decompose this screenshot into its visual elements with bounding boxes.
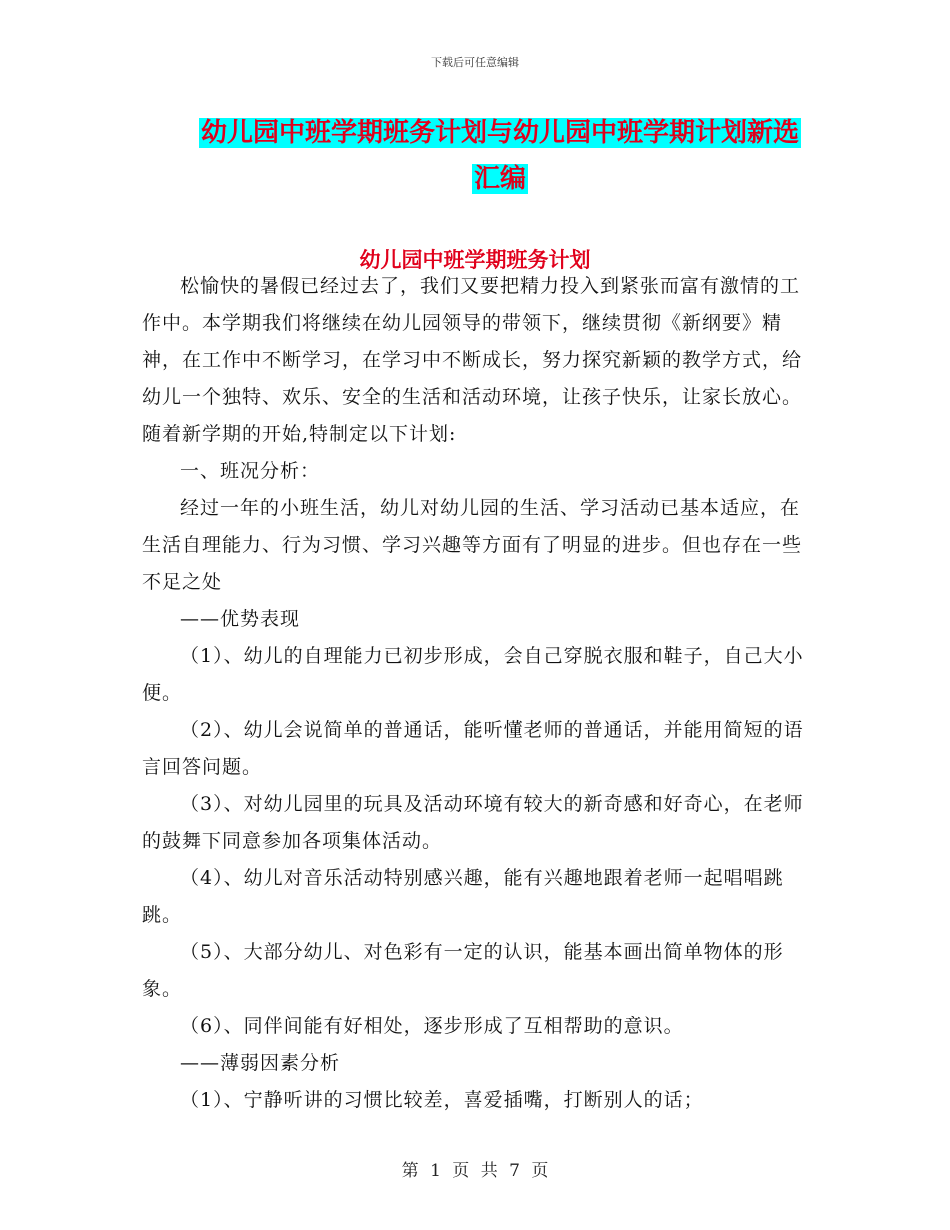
paragraph-strengths-heading: ——优势表现 xyxy=(180,608,301,630)
paragraph-weakness-1: （1）、宁静听讲的习惯比较差，喜爱插嘴，打断别人的话； xyxy=(180,1089,704,1111)
main-title-line2: 汇编 xyxy=(473,164,526,194)
paragraph-strength-3: （3）、对幼儿园里的玩具及活动环境有较大的新奇感和好奇心，在老师的鼓舞下同意参加各项集体活动。 xyxy=(142,793,804,852)
paragraph-strength-2: （2）、幼儿会说简单的普通话，能听懂老师的普通话，并能用简短的语言回答问题。 xyxy=(142,719,804,778)
section-title: 幼儿园中班学期班务计划 xyxy=(359,248,591,272)
paragraph-strength-1: （1）、幼儿的自理能力已初步形成，会自己穿脱衣服和鞋子，自己大小便。 xyxy=(142,645,804,704)
header-note: 下载后可任意编辑 xyxy=(431,56,519,69)
paragraph-strength-4: （4）、幼儿对音乐活动特别感兴趣，能有兴趣地跟着老师一起唱唱跳跳。 xyxy=(142,867,784,926)
paragraph-strength-5: （5）、大部分幼儿、对色彩有一定的认识，能基本画出简单物体的形象。 xyxy=(142,941,784,1000)
paragraph-strength-6: （6）、同伴间能有好相处，逐步形成了互相帮助的意识。 xyxy=(180,1015,684,1037)
paragraph-intro: 松愉快的暑假已经过去了，我们又要把精力投入到紧张而富有激情的工作中。本学期我们将继续在幼儿园领导的带领下，继续贯彻《新纲要》精神，在工作中不断学习，在学习中不断成长，努力探究新颖的教学方式，给幼儿一个独特、欢乐、安全的生活和活动环境，让孩子快乐，让家长放心。随着新学期的开始,特制定以下计划: xyxy=(142,275,803,445)
paragraph-weakness-heading: ——薄弱因素分析 xyxy=(180,1052,341,1074)
document-body xyxy=(142,268,808,1119)
page-number-footer: 第 1 页 共 7 页 xyxy=(401,1161,549,1181)
paragraph-heading-class-analysis: 一、班况分析： xyxy=(180,460,321,482)
main-title xyxy=(190,110,810,202)
main-title-line1: 幼儿园中班学期班务计划与幼儿园中班学期计划新选 xyxy=(200,118,799,148)
paragraph-class-analysis: 经过一年的小班生活，幼儿对幼儿园的生活、学习活动已基本适应，在生活自理能力、行为习惯、学习兴趣等方面有了明显的进步。但也存在一些不足之处 xyxy=(142,497,803,593)
